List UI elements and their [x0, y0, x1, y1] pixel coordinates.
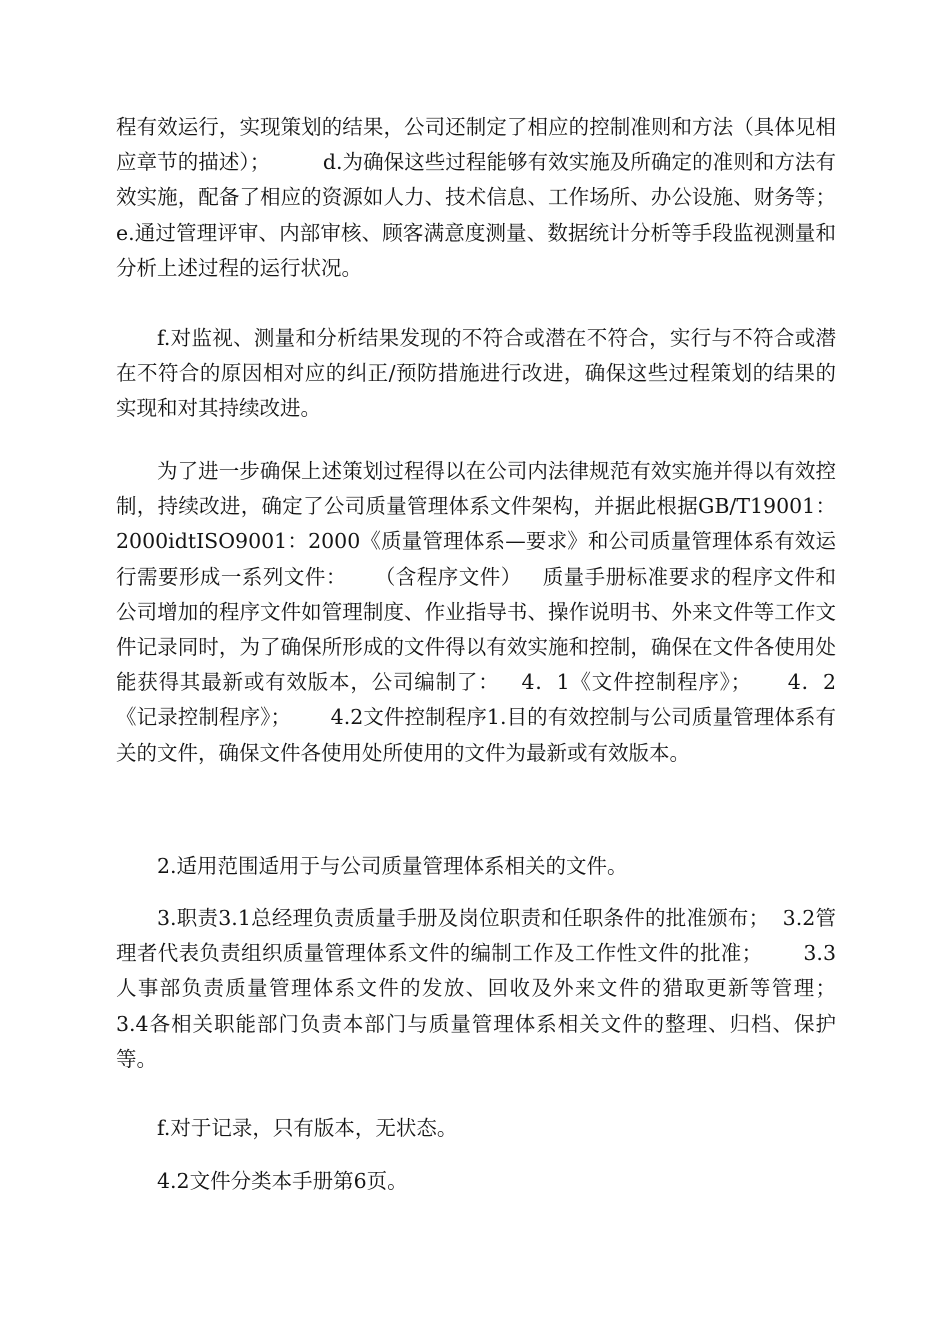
body-paragraph-2: f.对监视、测量和分析结果发现的不符合或潜在不符合，实行与不符合或潜在不符合的原因相对应的纠正/预防措施进行改进，确保这些过程策划的结果的实现和对其持续改进。 [116, 326, 836, 421]
body-paragraph-1: 程有效运行，实现策划的结果，公司还制定了相应的控制准则和方法（具体见相应章节的描述）； d.为确保这些过程能够有效实施及所确定的准则和方法有效实施，配备了相应的资源如人力、技术信息、工作场所、办公设施、财务等； e.通过管理评审、内部审核、顾客满意度测量、数据统计分析等手段监视测量和分析上述过程的运行状况。 [116, 115, 876, 280]
body-paragraph-6: f.对于记录，只有版本，无状态。 [157, 1116, 458, 1140]
body-paragraph-4: 2.适用范围适用于与公司质量管理体系相关的文件。 [157, 854, 628, 878]
body-paragraph-5: 3.职责3.1总经理负责质量手册及岗位职责和任职条件的批准颁布； 3.2管理者代表负责组织质量管理体系文件的编制工作及工作性文件的批准； 3.3人事部负责质量管理体系文件的发放、回收及外来文件的猎取更新等管理； 3.4各相关职能部门负责本部门与质量管理体系相关文件的整理、归档、保护等。 [116, 906, 876, 1071]
body-paragraph-3: 为了进一步确保上述策划过程得以在公司内法律规范有效实施并得以有效控制，持续改进，确定了公司质量管理体系文件架构，并据此根据GB/T19001：2000idtISO9001：2000《质量管理体系—要求》和公司质量管理体系有效运行需要形成一系列文件： （含程序文件） 质量手册标准要求的程序文件和公司增加的程序文件如管理制度、作业指导书、操作说明书、外来文件等工作文件记录同时，为了确保所形成的文件得以有效实施和控制，确保在文件各使用处能获得其最新或有效版本，公司编制了： 4．1《文件控制程序》； 4．2《记录控制程序》； 4.2文件控制程序1.目的有效控制与公司质量管理体系有关的文件，确保文件各使用处所使用的文件为最新或有效版本。 [116, 459, 836, 765]
body-paragraph-7: 4.2文件分类本手册第6页。 [157, 1169, 408, 1193]
